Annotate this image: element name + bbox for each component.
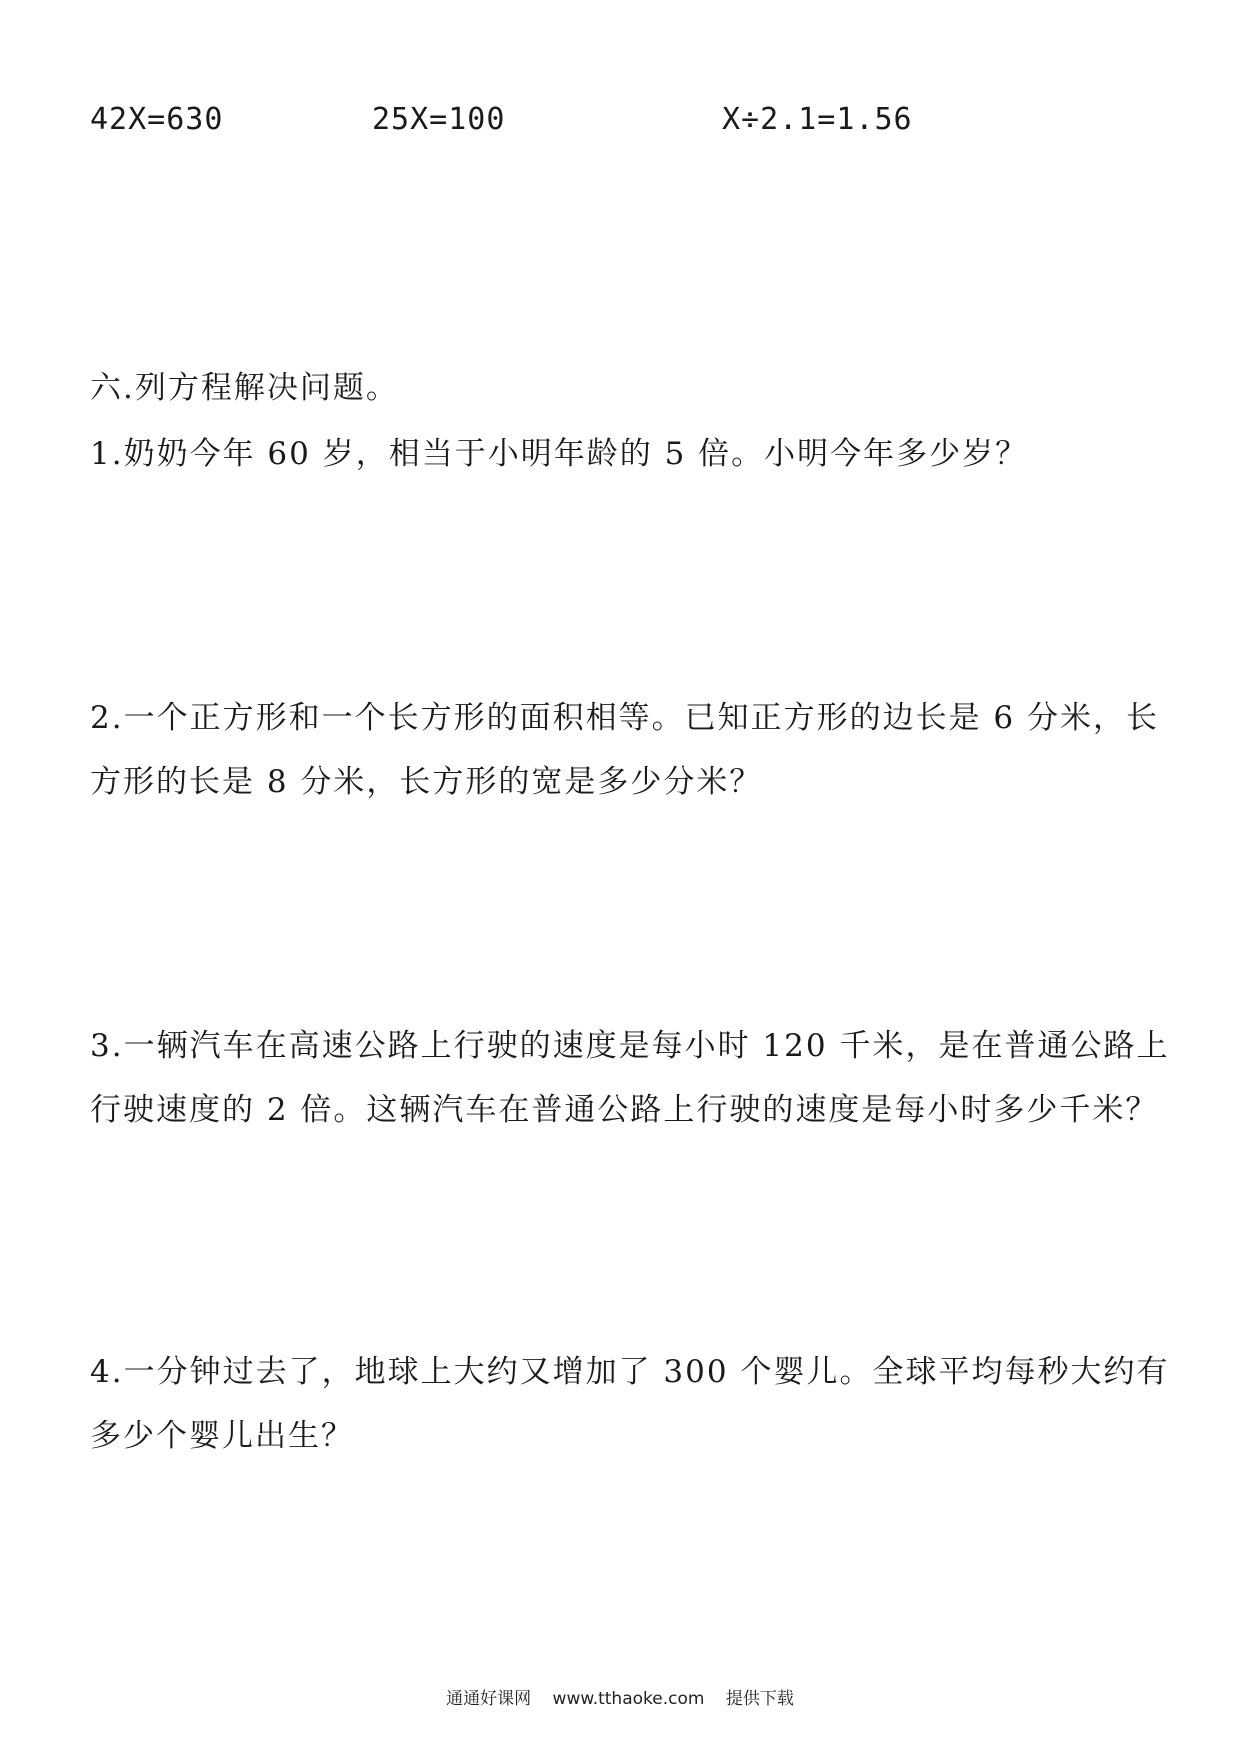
equation-3: X÷2.1=1.56 [722,102,913,137]
problem-3-line-1: 3.一辆汽车在高速公路上行驶的速度是每小时 120 千米，是在普通公路上 [90,1028,1170,1064]
problem-1-line-1: 1.奶奶今年 60 岁，相当于小明年龄的 5 倍。小明今年多少岁？ [90,436,1029,472]
problem-2-line-1: 2.一个正方形和一个长方形的面积相等。已知正方形的边长是 6 分米，长 [90,700,1160,736]
page-footer [0,1684,1240,1709]
problem-4-line-2: 多少个婴儿出生？ [90,1418,354,1454]
equation-2: 25X=100 [372,102,506,137]
problem-3-line-2: 行驶速度的 2 倍。这辆汽车在普通公路上行驶的速度是每小时多少千米？ [90,1092,1159,1128]
footer-site-name: 通通好课网 [446,1689,532,1709]
footer-note: 提供下载 [725,1689,794,1709]
section-heading: 六.列方程解决问题。 [90,370,399,406]
equation-1: 42X=630 [90,102,224,137]
problem-4-line-1: 4.一分钟过去了，地球上大约又增加了 300 个婴儿。全球平均每秒大约有 [90,1354,1170,1390]
problem-2-line-2: 方形的长是 8 分米，长方形的宽是多少分米？ [90,764,763,800]
footer-url: www.tthaoke.com [552,1689,705,1709]
